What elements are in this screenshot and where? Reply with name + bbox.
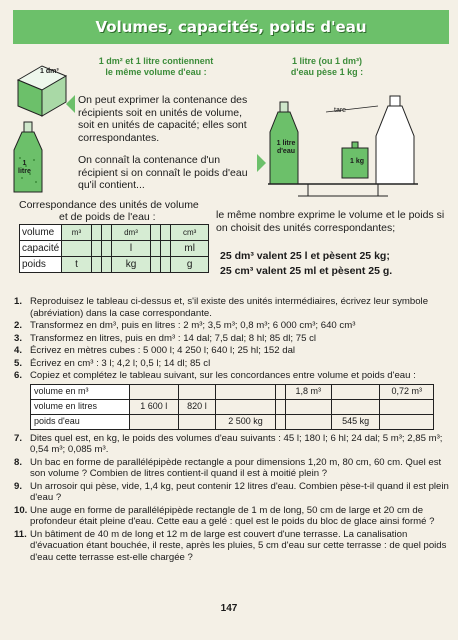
bottle-label — [18, 160, 31, 176]
table-cell — [91, 257, 101, 273]
table-cell — [150, 257, 160, 273]
exercise-text: Reproduisez le tableau ci-dessus et, s'il existe des unités intermédiaires, écrivez leur symbole (abréviation) dans la case correspondante. — [30, 296, 429, 319]
table-row — [20, 225, 209, 241]
exercise-list — [14, 296, 450, 564]
table-cell: kg — [112, 257, 151, 273]
exercise-number: 10. — [14, 504, 28, 516]
table-cell: 0,72 m³ — [380, 384, 434, 399]
title-banner — [13, 10, 449, 44]
exercise-text: Un bâtiment de 40 m de long et 12 m de large est couvert d'une terrasse. La canalisation d'évacuation étant bouchée, il reste, après les pluies, 5 cm d'eau sur cette terrasse : de quel poids d'eau cette terrasse est-elle chargée ? — [30, 528, 447, 563]
table-cell: volume en m³ — [31, 384, 130, 399]
caption-right — [272, 56, 382, 78]
table-cell — [91, 241, 101, 257]
caption-left — [86, 56, 226, 78]
table-cell — [101, 257, 111, 273]
exercise-item — [14, 529, 450, 564]
table-cell: capacité — [20, 241, 62, 257]
table-cell — [285, 414, 331, 429]
example-volume-cm3: 25 cm³ valent 25 ml et pèsent 25 g. — [220, 265, 393, 277]
table-cell: 545 kg — [331, 414, 380, 429]
concordance-table — [30, 384, 434, 430]
table-cell — [275, 399, 285, 414]
scale-bottle-label-line2: d'eau — [276, 148, 295, 155]
scale-bottle-label-line1: 1 litre — [276, 140, 296, 147]
exercise-text: Écrivez en mètres cubes : 5 000 l; 4 250 l; 640 l; 25 hl; 152 dal — [30, 345, 296, 356]
table-cell: poids — [20, 257, 62, 273]
exercise-number: 7. — [14, 432, 23, 444]
table-cell: t — [62, 257, 91, 273]
exercise-number: 1. — [14, 296, 23, 307]
table-cell — [101, 225, 111, 241]
table-cell — [150, 225, 160, 241]
bottle-label-line2: litre — [18, 168, 31, 175]
arrow-icon — [66, 95, 75, 113]
table-cell — [216, 399, 275, 414]
cube-label: 1 dm³ — [40, 68, 59, 75]
exercise-item — [14, 370, 450, 382]
table-cell: l — [112, 241, 151, 257]
correspondence-heading-line1: Correspondance des unités de volume — [19, 199, 199, 211]
table-cell — [150, 241, 160, 257]
table-cell: 1,8 m³ — [285, 384, 331, 399]
exercise-number: 4. — [14, 345, 23, 356]
exercise-text: Dites quel est, en kg, le poids des volumes d'eau suivants : 45 l; 180 l; 6 hl; 24 dal; 5 m³; 2,85 m³; 0,54 m³; 0,085 m³. — [30, 432, 443, 455]
table-cell — [101, 241, 111, 257]
table-cell: g — [171, 257, 209, 273]
exercise-text: Une auge en forme de parallélépipède rectangle de 1 m de long, 50 cm de large et 20 cm de profondeur était pleine d'eau. Cette eau a gelé : quel est le poids du bloc de glace ainsi formé ? — [30, 504, 435, 527]
tare-bottle-icon — [376, 96, 414, 184]
table-cell — [130, 414, 179, 429]
arrow-icon — [257, 154, 266, 172]
bottle-icon — [14, 122, 42, 192]
exercise-text: Écrivez en cm³ : 3 l; 4,2 l; 0,5 l; 14 dl; 85 cl — [30, 357, 211, 369]
exercise-item — [14, 345, 450, 357]
exercise-number: 3. — [14, 332, 23, 344]
correspondence-text: le même nombre exprime le volume et le poids si on choisit des unités correspondantes; — [216, 209, 445, 234]
exercise-number: 6. — [14, 370, 23, 381]
scale-bottle-label — [268, 140, 304, 156]
table-cell — [331, 384, 380, 399]
exercise-number: 8. — [14, 456, 23, 468]
table-row — [31, 399, 434, 414]
table-row — [31, 414, 434, 429]
paragraph-weight: On connaît la contenance d'un récipient si on connaît le poids d'eau qu'il contient... — [78, 154, 248, 191]
table-cell: cm³ — [171, 225, 209, 241]
table-cell — [178, 414, 216, 429]
table-cell — [62, 241, 91, 257]
exercise-item — [14, 320, 450, 332]
table-cell: dm³ — [112, 225, 151, 241]
table-cell — [91, 225, 101, 241]
exercise-number: 11. — [14, 528, 27, 540]
table-cell — [331, 399, 380, 414]
table-cell — [216, 384, 275, 399]
table-cell — [161, 257, 171, 273]
table-cell: poids d'eau — [31, 414, 130, 429]
exercise-item — [14, 296, 450, 319]
cube-and-bottle-illustration — [12, 58, 78, 198]
correspondence-heading — [19, 199, 209, 223]
weight-label: 1 kg — [349, 158, 364, 165]
caption-right-line2: d'eau pèse 1 kg : — [290, 67, 364, 77]
table-cell: m³ — [62, 225, 91, 241]
table-cell — [275, 414, 285, 429]
exercise-text: Un bac en forme de parallélépipède rectangle a pour dimensions 1,20 m, 80 cm, 60 cm. Quel est son volume ? Combien de litres contient-il quand il est à moitié plein ? — [30, 456, 442, 479]
table-row — [20, 257, 209, 273]
caption-left-line1: 1 dm² et 1 litre contiennent — [98, 56, 214, 66]
exercise-item — [14, 433, 450, 456]
table-cell: ml — [171, 241, 209, 257]
table-cell — [380, 414, 434, 429]
table-cell — [161, 241, 171, 257]
table-cell — [130, 384, 179, 399]
correspondence-heading-line2: et de poids de l'eau : — [59, 211, 156, 223]
exercise-text: Transformez en dm³, puis en litres : 2 m³; 3,5 m³; 0,8 m³; 6 000 cm³; 640 cm³ — [30, 320, 356, 331]
caption-right-line1: 1 litre (ou 1 dm³) — [291, 56, 362, 66]
table-cell: 2 500 kg — [216, 414, 275, 429]
tare-label: tare — [334, 107, 347, 114]
exercise-item — [14, 333, 450, 345]
table-cell — [161, 225, 171, 241]
exercise-number: 9. — [14, 480, 23, 492]
exercise-item — [14, 358, 450, 370]
table-cell — [380, 399, 434, 414]
balance-scale-icon — [268, 184, 418, 196]
exercise-text: Transformez en litres, puis en dm³ : 14 dal; 7,5 dal; 8 hl; 85 dl; 75 cl — [30, 332, 316, 344]
paragraph-units: On peut exprimer la contenance des récipients soit en unités de volume, soit en unités de capacité; elles sont correspondantes. — [78, 94, 248, 144]
correspondence-table — [19, 224, 209, 273]
exercise-text: Un arrosoir qui pèse, vide, 1,4 kg, peut contenir 12 litres d'eau. Combien pèse-t-il quand il est plein d'eau ? — [30, 480, 449, 503]
example-volume-dm3: 25 dm³ valent 25 l et pèsent 25 kg; — [220, 250, 390, 262]
caption-left-line2: le même volume d'eau : — [105, 67, 207, 77]
table-cell: volume en litres — [31, 399, 130, 414]
table-row — [20, 241, 209, 257]
exercise-item — [14, 457, 450, 480]
table-cell — [178, 384, 216, 399]
exercise-text: Copiez et complétez le tableau suivant, sur les concordances entre volume et poids d'eau : — [30, 370, 416, 381]
page-title: Volumes, capacités, poids d'eau — [95, 18, 367, 36]
table-cell — [275, 384, 285, 399]
exercise-item — [14, 505, 450, 528]
page-number: 147 — [220, 603, 238, 614]
bottle-label-line1: 1 — [22, 160, 27, 167]
table-cell: 1 600 l — [130, 399, 179, 414]
table-cell: volume — [20, 225, 62, 241]
table-cell — [285, 399, 331, 414]
table-cell: 820 l — [178, 399, 216, 414]
exercise-number: 5. — [14, 357, 23, 369]
exercise-number: 2. — [14, 320, 23, 331]
table-row — [31, 384, 434, 399]
exercise-item — [14, 481, 450, 504]
